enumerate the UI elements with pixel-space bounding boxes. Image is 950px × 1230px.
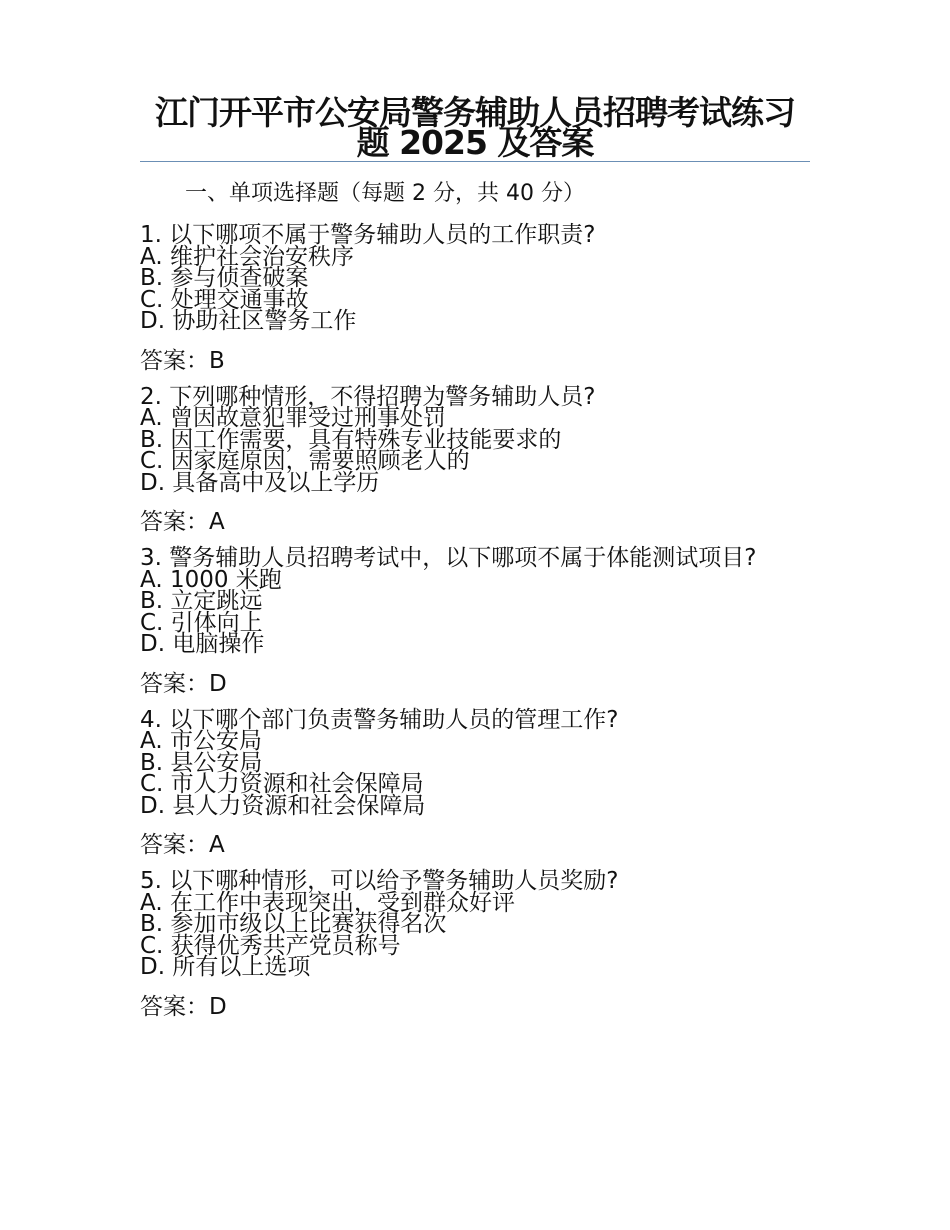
option-d: D. 具备高中及以上学历 xyxy=(140,469,380,496)
question-3 xyxy=(140,545,780,698)
question-4 xyxy=(140,706,780,860)
option-d: D. 县人力资源和社会保障局 xyxy=(140,792,426,819)
option-a: A. 曾因故意犯罪受过刑事处罚 xyxy=(140,405,446,431)
option-a: A. 市公安局 xyxy=(140,728,262,754)
question-stem: 2. 下列哪种情形，不得招聘为警务辅助人员? xyxy=(140,383,596,410)
option-a: A. 在工作中表现突出，受到群众好评 xyxy=(140,889,515,916)
question-stem: 4. 以下哪个部门负责警务辅助人员的管理工作? xyxy=(140,706,619,733)
option-c: C. 处理交通事故 xyxy=(140,286,309,313)
answer-text: 答案：D xyxy=(140,670,227,697)
option-c: C. 市人力资源和社会保障局 xyxy=(140,771,424,797)
question-5 xyxy=(140,868,780,1021)
answer-text: 答案：A xyxy=(140,832,225,858)
option-c: C. 因家庭原因，需要照顾老人的 xyxy=(140,448,470,474)
option-c: C. 获得优秀共产党员称号 xyxy=(140,932,401,959)
option-b: B. 县公安局 xyxy=(140,749,263,776)
option-c: C. 引体向上 xyxy=(140,609,263,636)
question-stem: 5. 以下哪种情形，可以给予警务辅助人员奖励? xyxy=(140,868,619,894)
question-1 xyxy=(140,222,780,375)
option-list xyxy=(140,243,780,334)
answer-text: 答案：B xyxy=(140,347,225,374)
question-stem: 3. 警务辅助人员招聘考试中，以下哪项不属于体能测试项目? xyxy=(140,545,757,571)
document-title: 江门开平市公安局警务辅助人员招聘考试练习题 2025 及答案 xyxy=(155,93,795,162)
option-list xyxy=(140,566,780,657)
title-underline xyxy=(140,161,810,162)
option-b: B. 立定跳远 xyxy=(140,588,263,614)
option-b: B. 参加市级以上比赛获得名次 xyxy=(140,911,447,937)
option-a: A. 1000 米跑 xyxy=(140,566,282,593)
answer-text: 答案：A xyxy=(140,509,225,535)
option-a: A. 维护社会治安秩序 xyxy=(140,243,354,270)
question-list xyxy=(140,222,780,1033)
option-b: B. 参与侦查破案 xyxy=(140,265,309,291)
option-d: D. 所有以上选项 xyxy=(140,954,311,980)
section-heading: 一、单项选择题（每题 2 分，共 40 分） xyxy=(185,181,585,206)
option-list xyxy=(140,889,780,980)
answer-text: 答案：D xyxy=(140,993,227,1020)
option-list xyxy=(140,728,780,819)
option-b: B. 因工作需要，具有特殊专业技能要求的 xyxy=(140,426,562,453)
question-stem: 1. 以下哪项不属于警务辅助人员的工作职责? xyxy=(140,222,596,248)
option-d: D. 协助社区警务工作 xyxy=(140,308,357,334)
option-d: D. 电脑操作 xyxy=(140,631,265,657)
option-list xyxy=(140,405,780,496)
question-2 xyxy=(140,383,780,537)
